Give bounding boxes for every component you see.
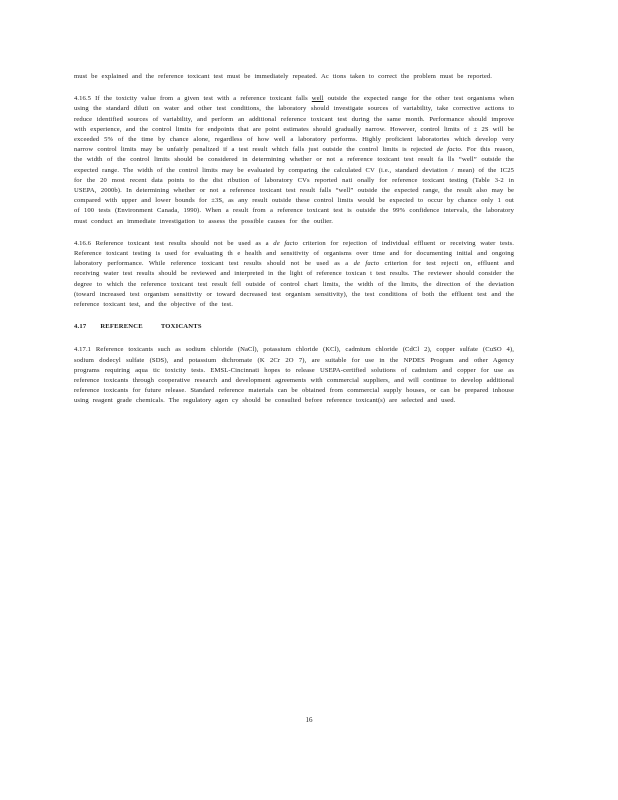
- paragraph-text: . For this reason, the width of the control limits should be considered in determining whether or not a reference toxicant test result fa lls “well” outside the expected range. The width of the control limits may be evaluated by comparing the calculated CV (i.e., standard deviation / mean) of the IC25 for the 20 most recent data points to the dist ribution of laboratory CVs reported nati onally for reference toxicant testing (Table 3-2 in USEPA, 2000b). In determining whether or not a reference toxicant test result falls “well” outside the expected range, the result also may be compared with upper and lower bounds for ±3S, as any result outside these control limits would be expected to occur by chance only 1 out of 100 tests (Environment Canada, 1990). When a result from a reference toxicant test is outside the 99% confidence intervals, the laboratory must conduct an immediate investigation to assess the possible causes for the outlier.: [74, 146, 514, 225]
- italic-term: de facto: [353, 260, 380, 268]
- page-number: 16: [305, 716, 313, 724]
- paragraph-text: 4.17.1 Reference toxicants such as sodium chloride (NaCl), potassium chloride (KCl), cadmium chloride (CdCl 2), copper sulfate (CuSO 4), sodium dodecyl sulfate (SDS), and potassium dichromate (K 2Cr 2O 7), are suitable for use in the NPDES Program and other Agency programs requiring aqua tic toxicity tests. EMSL-Cincinnati hopes to release USEPA-certified solutions of cadmium and copper for use as reference toxicants through cooperative research and development agreements with commercial suppliers, and will continue to develop additional reference toxicants for future release. Standard reference materials can be obtained from commercial supply houses, or can be prepared inhouse using reagent grade chemicals. The regulatory agen cy should be consulted before reference toxicant(s) are selected and used.: [74, 346, 514, 405]
- italic-term: de facto: [436, 146, 461, 154]
- page-body: [74, 72, 514, 419]
- underlined-word: well: [311, 95, 324, 103]
- paragraph-4-16-6: [74, 239, 514, 310]
- section-heading: [74, 322, 514, 332]
- paragraph-text: criterion for rejection of individual effluent or receiving water tests. Reference toxicant testing is used for evaluating th e health and sensitivity of organisms over time and for documenting initial and ongoing laboratory performance. While reference toxicant test results should not be used as a: [74, 239, 514, 268]
- section-title-word: REFERENCE: [100, 323, 143, 331]
- paragraph-text: 4.16.6 Reference toxicant test results should not be used as a: [74, 239, 274, 247]
- paragraph-text: 4.16.5 If the toxicity value from a given test with a reference toxicant falls: [74, 95, 312, 103]
- italic-term: de facto: [273, 239, 298, 247]
- paragraph-4-16-5: [74, 94, 514, 227]
- section-title-word: TOXICANTS: [160, 323, 202, 331]
- paragraph-text: criterion for test rejecti on, effluent and receiving water test results should be reviewed and interpreted in the light of reference toxican t test results. The reviewer should consider the degree to which the reference toxicant test result fell outside of control chart limits, the width of the limits, the direction of the deviation (toward increased test organism sensitivity or toward decreased test organism sensitivity), the test conditions of both the effluent test and the reference toxicant test, and the objective of the test.: [74, 260, 514, 309]
- paragraph-text: outside the expected range for the other test organisms when using the standard diluti on water and other test conditions, the laboratory should investigate sources of variability, take corrective actions to reduce identified sources of variability, and perform an additional reference toxicant test during the same month. Performance should improve with experience, and the control limits for endpoints that are point estimates should gradually narrow. However, control limits of ± 2S will be exceeded 5% of the time by chance alone, regardless of how well a laboratory performs. Highly proficient laboratories which develop very narrow control limits may be unfairly penalized if a test result which falls just outside the control limits is rejected: [74, 95, 514, 154]
- paragraph-text: must be explained and the reference toxicant test must be immediately repeated. Ac tions taken to correct the problem must be reported.: [74, 73, 493, 80]
- paragraph-4-17-1: [74, 345, 514, 406]
- section-number: 4.17: [74, 323, 87, 331]
- paragraph-4-16-4-end: [74, 72, 514, 82]
